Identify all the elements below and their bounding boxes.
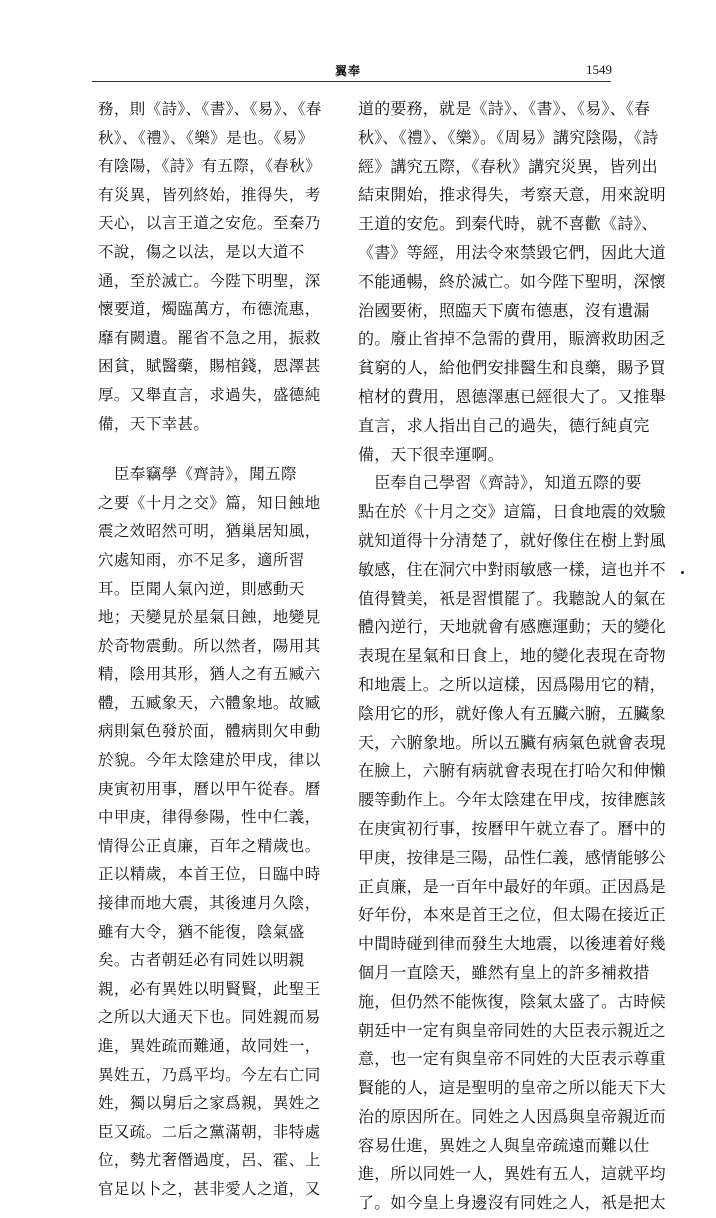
classical-paragraph-2 — [98, 460, 321, 1203]
classical-text-line: 進，異姓疏而難通，故同姓一， — [98, 1037, 321, 1055]
classical-text-line: 接律而地大震，其後連月久陰， — [98, 894, 321, 913]
translation-text-line: 治的原因所在。同姓之人因爲與皇帝親近而 — [358, 1106, 666, 1126]
classical-text-line: 雖有大令，猶不能復，陰氣盛 — [98, 922, 305, 941]
classical-text-line: 親，必有異姓以明賢賢，此聖王 — [98, 979, 321, 998]
classical-text-line: 震之效昭然可明，猶巢居知風， — [98, 522, 321, 541]
translation-text-line: 不能通暢，終於滅亡。如今陛下聖明，深懷 — [358, 271, 666, 291]
translation-text-line: 好年份，本來是首王之位，但太陽在接近正 — [358, 905, 666, 925]
page-number: 1549 — [586, 62, 612, 77]
translation-text-line: 甲庚，按律是三陽，品性仁義，感情能够公 — [358, 847, 666, 867]
classical-text-line: 臣又疏。二后之黨滿朝，非特處 — [98, 1122, 321, 1141]
classical-text-line: 穴處知雨，亦不足多，適所習 — [98, 550, 305, 569]
translation-text-line: 正貞廉，是一百年中最好的年頭。正因爲是 — [358, 876, 666, 896]
translation-text-line: 點在於《十月之交》這篇，日食地震的效驗 — [358, 502, 666, 522]
classical-text-line: 困貧，賦醫藥，賜棺錢，恩澤甚 — [98, 357, 321, 376]
classical-text-line: 之所以大通天下也。同姓親而易 — [98, 1008, 321, 1027]
classical-text-line: 情得公正貞廉，百年之精歲也。 — [98, 836, 321, 855]
classical-text-line: 厚。又舉直言，求過失，盛德純 — [98, 385, 321, 404]
translation-text-line: 《書》等經，用法令來禁毀它們，因此大道 — [358, 242, 666, 262]
translation-text-line: 就知道得十分清楚了，就好像住在樹上對風 — [358, 530, 666, 550]
translation-text-line: 在庚寅初行事，按曆甲午就立春了。曆中的 — [358, 818, 666, 838]
translation-paragraphs — [358, 95, 666, 1218]
translation-text-line: 體內逆行，天地就會有感應運動；天的變化 — [358, 617, 666, 637]
translation-text-line: 了。如今皇上身邊沒有同姓之人，衹是把太 — [358, 1193, 666, 1213]
classical-text-line: 中甲庚，律得參陽，性中仁義， — [98, 808, 321, 827]
translation-text-line: 腰等動作上。今年太陰建在甲戌，按律應該 — [358, 790, 666, 810]
classical-text-line: 靡有闕遺。罷省不急之用，振救 — [98, 328, 321, 347]
classical-text-line: 姓，獨以舅后之家爲親，異姓之 — [98, 1094, 321, 1113]
translation-text-line: 中間時碰到律而發生大地震，以後連着好幾 — [358, 934, 666, 954]
translation-text-column — [358, 95, 666, 1218]
classical-text-line: 正以精歲，本首王位，日臨中時 — [98, 865, 321, 884]
translation-text-line: 在臉上，六腑有病就會表現在打哈欠和伸懶 — [358, 761, 666, 781]
classical-text-column — [98, 95, 322, 1204]
classical-text-line: 務，則《詩》、《書》、《易》、《春 — [98, 100, 322, 118]
translation-text-line: 意，也一定有與皇帝不同姓的大臣表示尊重 — [358, 1049, 666, 1069]
classical-text-line: 病則氣色發於面，體病則欠申動 — [98, 722, 321, 741]
translation-text-line: 容易仕進，異姓之人與皇帝疏遠而難以仕 — [358, 1135, 650, 1155]
classical-text-line: 庚寅初用事，曆以甲午從春。曆 — [98, 779, 321, 798]
classical-text-line: 懷要道，燭臨萬方，布德流惠， — [98, 300, 321, 319]
classical-text-line: 備，天下幸甚。 — [98, 414, 210, 433]
translation-text-line: 朝廷中一定有與皇帝同姓的大臣表示親近之 — [358, 1020, 666, 1040]
classical-text-line: 位，勢尤奢僭過度，呂、霍、上 — [98, 1151, 321, 1170]
margin-mark — [681, 571, 684, 574]
translation-text-line: 表現在星氣和日食上，地的變化表現在奇物 — [358, 646, 666, 666]
translation-text-line: 個月一直陰天，雖然有皇上的許多補救措 — [358, 962, 650, 982]
classical-text-line: 臣奉竊學《齊詩》，聞五際 — [98, 465, 297, 484]
classical-text-line: 地；天變見於星氣日蝕，地變見 — [98, 608, 321, 627]
translation-text-line: 進，所以同姓一人，異姓有五人，這就平均 — [358, 1164, 666, 1184]
classical-text-line: 秋》、《禮》、《樂》是也。《易》 — [98, 128, 314, 147]
classical-paragraph-1 — [98, 95, 322, 438]
translation-text-line: 天，六腑象地。所以五臟有病氣色就會表現 — [358, 732, 666, 752]
translation-text-line: 敏感，住在洞穴中對雨敏感一樣，這也并不 — [358, 559, 666, 579]
translation-text-line: 王道的安危。到秦代時，就不喜歡《詩》、 — [358, 214, 658, 234]
classical-text-line: 有災異，皆列終始，推得失，考 — [98, 185, 321, 204]
translation-text-line: 的。廢止省掉不急需的費用，賑濟救助困乏 — [358, 329, 666, 349]
translation-text-line: 直言，求人指出自己的過失，德行純貞完 — [358, 415, 650, 435]
translation-text-line: 施，但仍然不能恢復，陰氣太盛了。古時候 — [358, 991, 666, 1011]
translation-text-line: 備，天下很幸運啊。 — [358, 444, 504, 464]
classical-text-line: 異姓五，乃爲平均。今左右亡同 — [98, 1065, 321, 1084]
classical-text-line: 之要《十月之交》篇，知日蝕地 — [98, 493, 321, 512]
classical-text-line: 矣。古者朝廷必有同姓以明親 — [98, 951, 305, 970]
classical-text-line: 不說，傷之以法，是以大道不 — [98, 242, 305, 261]
translation-text-line: 結束開始，推求得失，考察天意，用來說明 — [358, 185, 666, 205]
paragraph-gap — [98, 438, 314, 460]
translation-text-line: 臣奉自己學習《齊詩》，知道五際的要 — [358, 473, 642, 493]
translation-text-line: 賢能的人，這是聖明的皇帝之所以能天下大 — [358, 1078, 666, 1098]
translation-text-line: 道的要務，就是《詩》、《書》、《易》、《春 — [358, 99, 651, 118]
classical-text-line: 通，至於滅亡。今陛下明聖，深 — [98, 271, 321, 290]
classical-text-line: 天心，以言王道之安危。至秦乃 — [98, 214, 321, 233]
classical-text-line: 官足以卜之，甚非愛人之道，又 — [98, 1179, 321, 1198]
translation-text-line: 棺材的費用，恩德澤惠已經很大了。又推舉 — [358, 386, 666, 406]
classical-text-line: 耳。臣聞人氣內逆，則感動天 — [98, 579, 305, 598]
running-title: 翼奉 — [335, 64, 362, 78]
translation-text-line: 和地震上。之所以這樣，因爲陽用它的精， — [358, 674, 666, 694]
translation-text-line: 值得贊美，衹是習慣罷了。我聽說人的氣在 — [358, 588, 666, 608]
translation-text-line: 貧窮的人，給他們安排醫生和良藥，賜予買 — [358, 358, 666, 378]
translation-text-line: 經》講究五際，《春秋》講究災異，皆列出 — [358, 156, 658, 176]
translation-text-line: 治國要術，照臨天下廣布德惠，沒有遺漏 — [358, 300, 650, 320]
classical-text-line: 於貌。今年太陰建於甲戌，律以 — [98, 751, 321, 770]
translation-text-line: 陰用它的形，就好像人有五臟六腑，五臟象 — [358, 703, 666, 723]
translation-text-line: 秋》、《禮》、《樂》。《周易》講究陰陽，《詩 — [358, 127, 659, 147]
classical-text-line: 精，陰用其形，猶人之有五臧六 — [98, 665, 321, 684]
header-rule — [92, 81, 611, 82]
classical-text-line: 於奇物震動。所以然者，陽用其 — [98, 636, 321, 655]
classical-text-line: 體，五臧象天，六體象地。故臧 — [98, 693, 321, 712]
classical-text-line: 有陰陽，《詩》有五際，《春秋》 — [98, 157, 322, 176]
